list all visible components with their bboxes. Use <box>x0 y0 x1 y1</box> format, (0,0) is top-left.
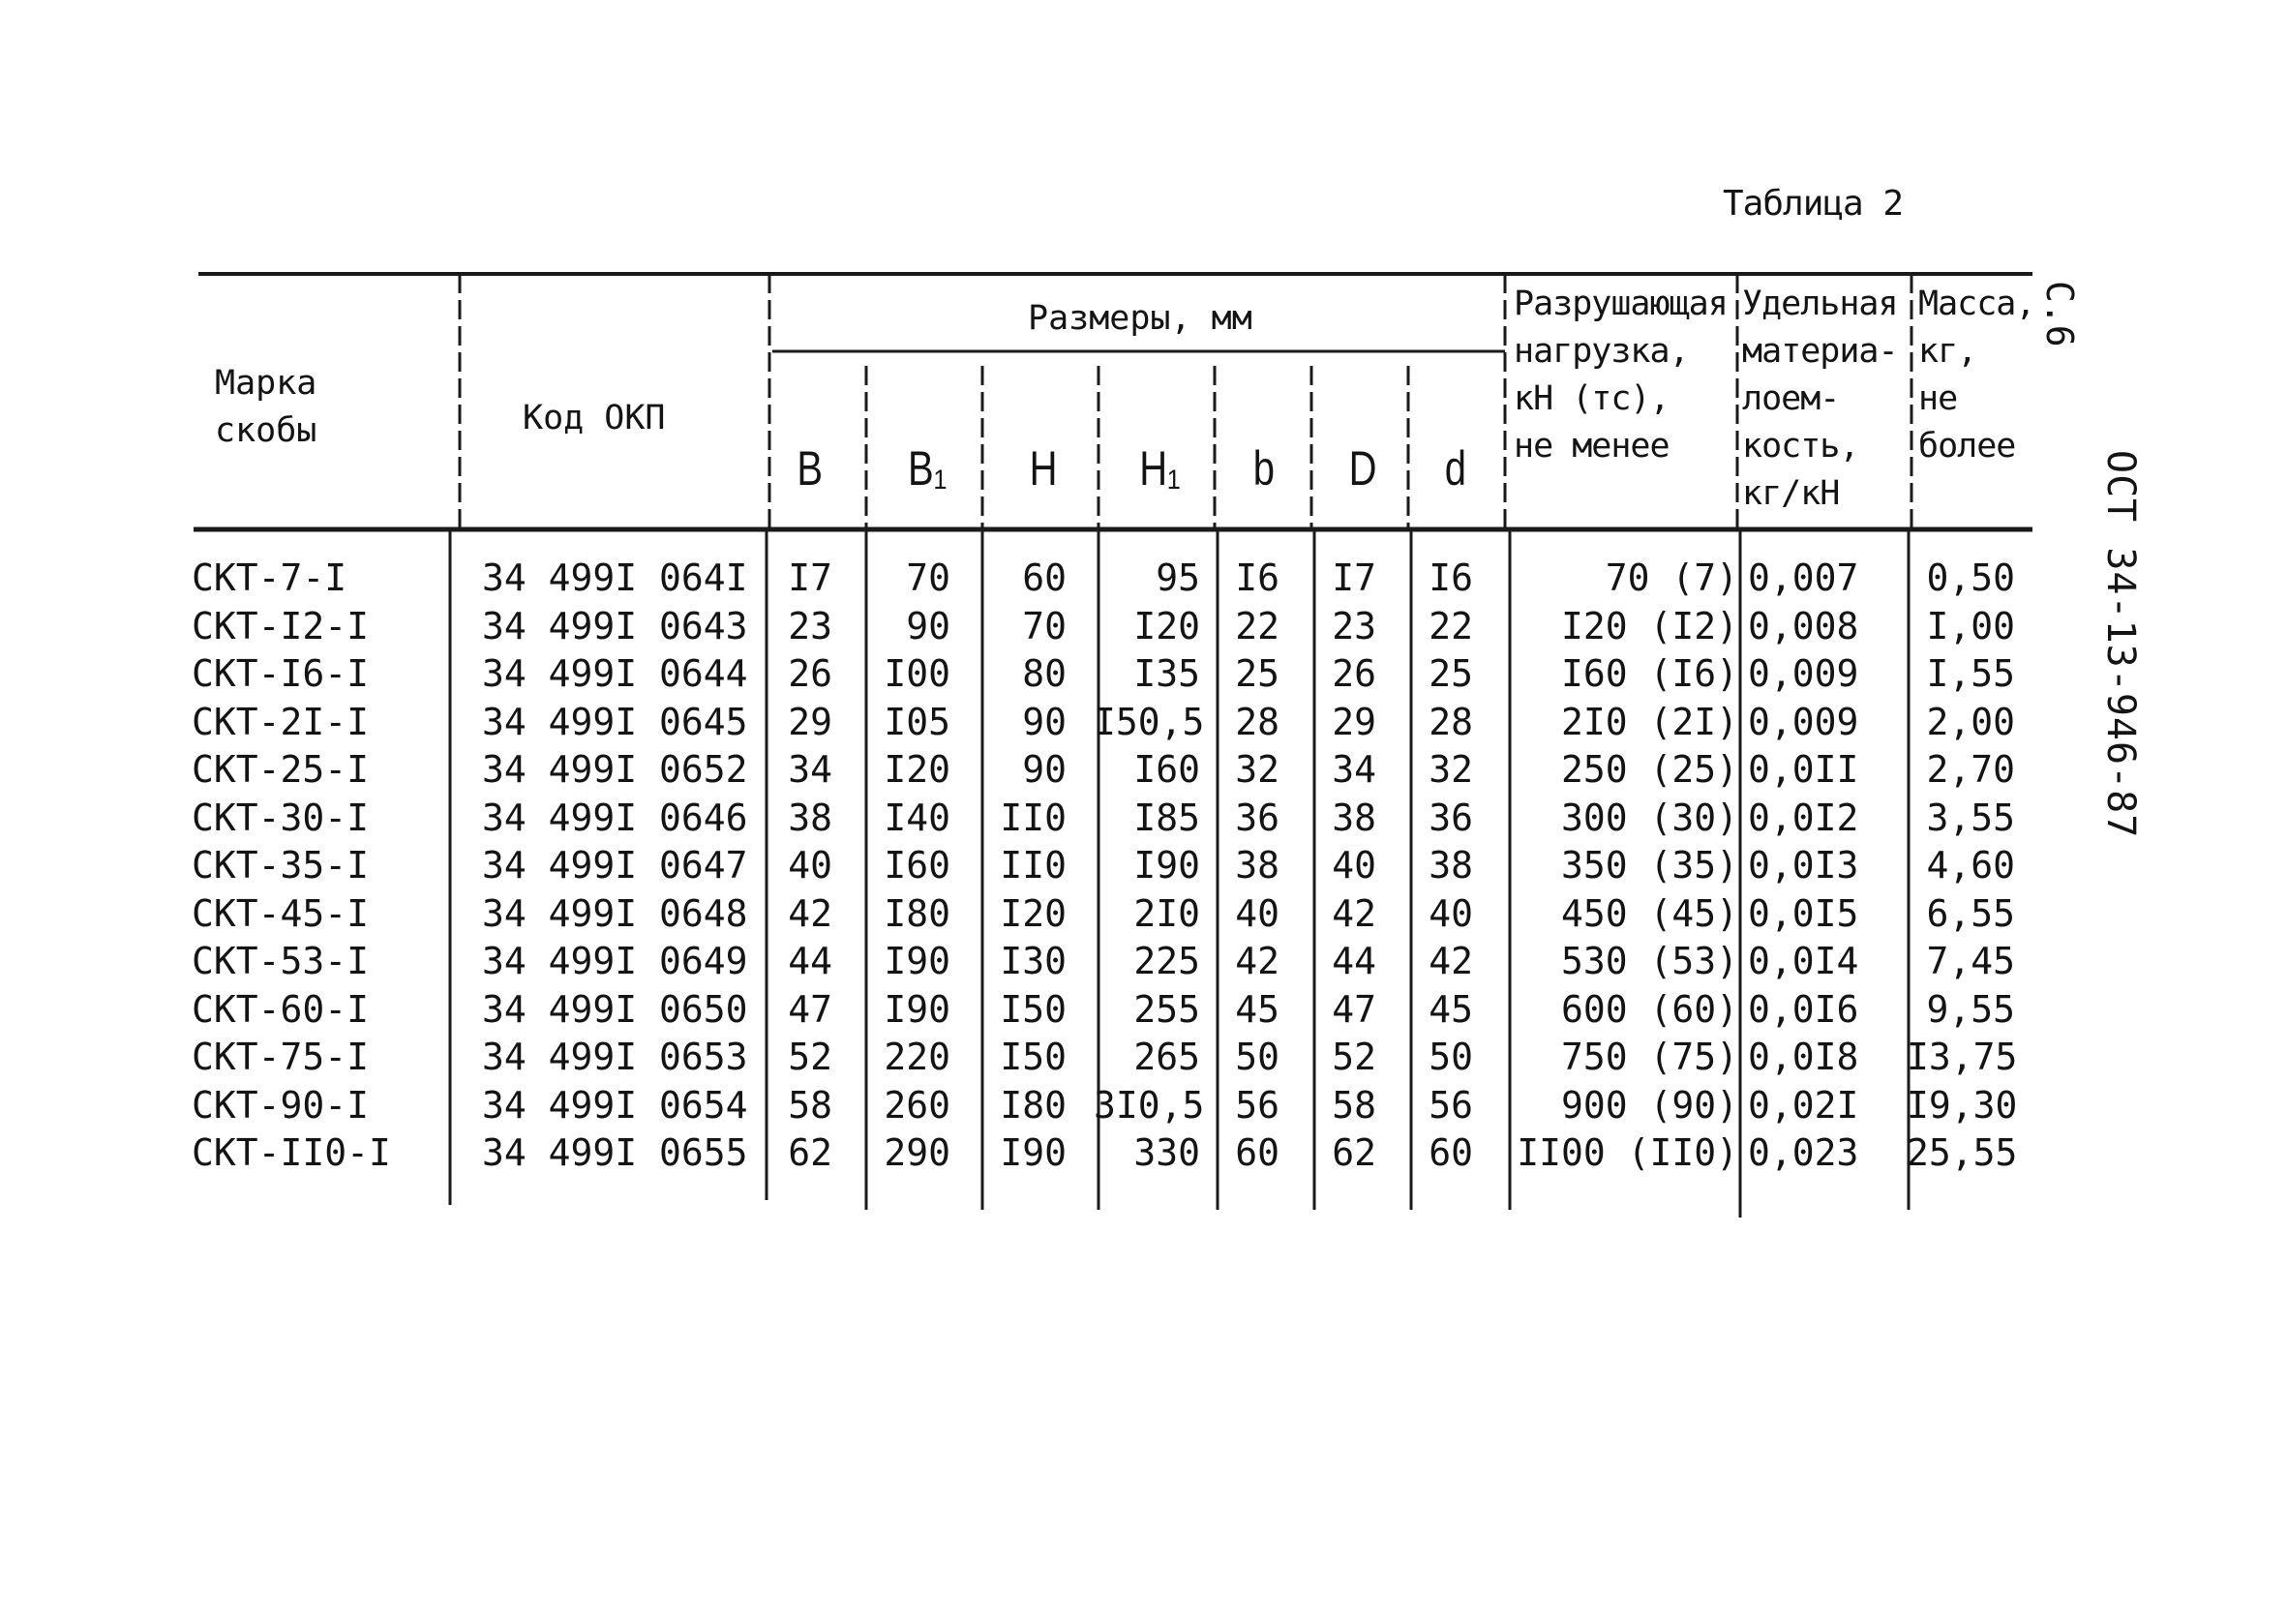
cell-breaking-load: 350 (35) <box>1560 844 1738 887</box>
cell-H: I50 <box>1000 1036 1067 1078</box>
cell-mark: СКТ-30-I <box>192 797 370 839</box>
cell-mark: СКТ-I2-I <box>192 605 370 647</box>
cell-d: 40 <box>1429 892 1473 935</box>
cell-breaking-load: II00 (II0) <box>1517 1131 1738 1174</box>
cell-specific-material: 0,0I5 <box>1748 892 1859 935</box>
cell-D: 38 <box>1332 797 1376 839</box>
cell-B1: I00 <box>884 652 950 695</box>
cell-mark: СКТ-7-I <box>192 556 347 599</box>
cell-breaking-load: 750 (75) <box>1560 1036 1738 1078</box>
cell-b: 22 <box>1235 605 1279 647</box>
header-dim-d: d <box>1444 441 1467 496</box>
cell-mark: СКТ-25-I <box>192 748 370 791</box>
header-specific-material: Удельная материа- лоем- кость, кг/кН <box>1742 285 1898 513</box>
cell-B: 26 <box>788 652 832 695</box>
header-dimensions: Размеры, мм <box>1028 299 1252 338</box>
table-caption: Таблица 2 <box>1723 184 1904 224</box>
cell-mark: СКТ-II0-I <box>192 1131 391 1174</box>
cell-B1: I40 <box>884 797 950 839</box>
cell-code: 34 499I 0653 <box>482 1036 748 1078</box>
cell-H: I30 <box>1000 940 1067 982</box>
cell-H: II0 <box>1000 844 1067 887</box>
cell-H1: I90 <box>1133 844 1200 887</box>
cell-D: 44 <box>1332 940 1376 982</box>
cell-d: I6 <box>1429 556 1473 599</box>
cell-mark: СКТ-35-I <box>192 844 370 887</box>
cell-mark: СКТ-75-I <box>192 1036 370 1078</box>
cell-mass: 2,70 <box>1926 748 2015 791</box>
cell-B1: I80 <box>884 892 950 935</box>
header-dim-B1: B₁ <box>908 441 948 496</box>
cell-B: 42 <box>788 892 832 935</box>
cell-b: 36 <box>1235 797 1279 839</box>
cell-mass: I9,30 <box>1907 1084 2018 1127</box>
cell-breaking-load: 70 (7) <box>1605 556 1738 599</box>
cell-specific-material: 0,02I <box>1748 1084 1859 1127</box>
cell-d: 56 <box>1429 1084 1473 1127</box>
cell-H: I20 <box>1000 892 1067 935</box>
cell-H: 90 <box>1022 701 1067 743</box>
cell-H: I80 <box>1000 1084 1067 1127</box>
header-code: Код ОКП <box>523 399 666 437</box>
cell-B1: I90 <box>884 988 950 1031</box>
cell-D: 62 <box>1332 1131 1376 1174</box>
cell-H1: I50,5 <box>1094 701 1205 743</box>
cell-code: 34 499I 0643 <box>482 605 748 647</box>
cell-mark: СКТ-53-I <box>192 940 370 982</box>
cell-specific-material: 0,0I6 <box>1748 988 1859 1031</box>
cell-d: 50 <box>1429 1036 1473 1078</box>
cell-specific-material: 0,0I8 <box>1748 1036 1859 1078</box>
cell-mark: СКТ-I6-I <box>192 652 370 695</box>
cell-breaking-load: 250 (25) <box>1560 748 1738 791</box>
cell-D: 47 <box>1332 988 1376 1031</box>
cell-mass: 3,55 <box>1926 797 2015 839</box>
cell-specific-material: 0,008 <box>1748 605 1859 647</box>
cell-B1: I20 <box>884 748 950 791</box>
header-mass: Масса, кг, не более <box>1918 285 2035 466</box>
cell-D: I7 <box>1332 556 1376 599</box>
cell-d: 38 <box>1429 844 1473 887</box>
cell-mass: 7,45 <box>1926 940 2015 982</box>
cell-mass: 6,55 <box>1926 892 2015 935</box>
cell-B: 62 <box>788 1131 832 1174</box>
cell-B: 52 <box>788 1036 832 1078</box>
cell-b: I6 <box>1235 556 1279 599</box>
cell-D: 34 <box>1332 748 1376 791</box>
cell-H: 90 <box>1022 748 1067 791</box>
cell-B1: I05 <box>884 701 950 743</box>
cell-d: 25 <box>1429 652 1473 695</box>
cell-H1: 95 <box>1156 556 1200 599</box>
cell-code: 34 499I 0654 <box>482 1084 748 1127</box>
cell-D: 23 <box>1332 605 1376 647</box>
cell-breaking-load: 530 (53) <box>1560 940 1738 982</box>
cell-breaking-load: I20 (I2) <box>1560 605 1738 647</box>
cell-breaking-load: 300 (30) <box>1560 797 1738 839</box>
cell-mass: 0,50 <box>1926 556 2015 599</box>
cell-breaking-load: 600 (60) <box>1560 988 1738 1031</box>
header-dim-B: B <box>797 441 824 496</box>
cell-H: I90 <box>1000 1131 1067 1174</box>
cell-H1: 2I0 <box>1133 892 1200 935</box>
cell-code: 34 499I 0646 <box>482 797 748 839</box>
cell-d: 45 <box>1429 988 1473 1031</box>
standard-designation: ОСТ 34-13-946-87 <box>2098 450 2143 839</box>
cell-mark: СКТ-2I-I <box>192 701 370 743</box>
header-dim-H1: H₁ <box>1139 441 1181 496</box>
cell-code: 34 499I 0650 <box>482 988 748 1031</box>
cell-mass: I,00 <box>1926 605 2015 647</box>
header-dim-b: b <box>1252 441 1276 496</box>
cell-H: 60 <box>1022 556 1067 599</box>
cell-code: 34 499I 0652 <box>482 748 748 791</box>
cell-H1: I60 <box>1133 748 1200 791</box>
cell-breaking-load: 2I0 (2I) <box>1560 701 1738 743</box>
cell-H1: 225 <box>1133 940 1200 982</box>
cell-b: 50 <box>1235 1036 1279 1078</box>
cell-breaking-load: 450 (45) <box>1560 892 1738 935</box>
cell-B: 40 <box>788 844 832 887</box>
header-mark: Марка скобы <box>215 364 317 450</box>
cell-H1: 330 <box>1133 1131 1200 1174</box>
cell-B: 29 <box>788 701 832 743</box>
cell-code: 34 499I 0647 <box>482 844 748 887</box>
header-dim-D: D <box>1348 441 1377 496</box>
cell-B1: I90 <box>884 940 950 982</box>
cell-b: 42 <box>1235 940 1279 982</box>
cell-mark: СКТ-90-I <box>192 1084 370 1127</box>
cell-D: 29 <box>1332 701 1376 743</box>
cell-specific-material: 0,0I3 <box>1748 844 1859 887</box>
cell-D: 52 <box>1332 1036 1376 1078</box>
cell-d: 60 <box>1429 1131 1473 1174</box>
cell-b: 40 <box>1235 892 1279 935</box>
cell-code: 34 499I 0644 <box>482 652 748 695</box>
cell-H1: 265 <box>1133 1036 1200 1078</box>
cell-mark: СКТ-45-I <box>192 892 370 935</box>
cell-d: 32 <box>1429 748 1473 791</box>
cell-B: 34 <box>788 748 832 791</box>
cell-b: 60 <box>1235 1131 1279 1174</box>
cell-specific-material: 0,023 <box>1748 1131 1859 1174</box>
cell-d: 28 <box>1429 701 1473 743</box>
cell-B: 47 <box>788 988 832 1031</box>
cell-d: 42 <box>1429 940 1473 982</box>
page-number: С.6 <box>2038 281 2081 347</box>
cell-D: 26 <box>1332 652 1376 695</box>
cell-d: 36 <box>1429 797 1473 839</box>
cell-breaking-load: 900 (90) <box>1560 1084 1738 1127</box>
cell-specific-material: 0,0I4 <box>1748 940 1859 982</box>
cell-code: 34 499I 0648 <box>482 892 748 935</box>
cell-H: 80 <box>1022 652 1067 695</box>
cell-mark: СКТ-60-I <box>192 988 370 1031</box>
cell-breaking-load: I60 (I6) <box>1560 652 1738 695</box>
cell-b: 28 <box>1235 701 1279 743</box>
cell-mass: I,55 <box>1926 652 2015 695</box>
cell-code: 34 499I 0645 <box>482 701 748 743</box>
cell-B1: 90 <box>906 605 950 647</box>
cell-mass: I3,75 <box>1907 1036 2018 1078</box>
cell-H1: 255 <box>1133 988 1200 1031</box>
cell-b: 25 <box>1235 652 1279 695</box>
cell-b: 32 <box>1235 748 1279 791</box>
cell-specific-material: 0,0I2 <box>1748 797 1859 839</box>
cell-H1: 3I0,5 <box>1094 1084 1205 1127</box>
cell-B: I7 <box>788 556 832 599</box>
cell-B1: 220 <box>884 1036 950 1078</box>
cell-d: 22 <box>1429 605 1473 647</box>
cell-B1: I60 <box>884 844 950 887</box>
cell-H: 70 <box>1022 605 1067 647</box>
cell-H1: I20 <box>1133 605 1200 647</box>
cell-specific-material: 0,007 <box>1748 556 1859 599</box>
cell-H1: I35 <box>1133 652 1200 695</box>
header-breaking-load: Разрушающая нагрузка, кН (тс), не менее <box>1514 285 1728 466</box>
cell-mass: 2,00 <box>1926 701 2015 743</box>
cell-D: 58 <box>1332 1084 1376 1127</box>
cell-H1: I85 <box>1133 797 1200 839</box>
cell-code: 34 499I 064I <box>482 556 748 599</box>
cell-B: 44 <box>788 940 832 982</box>
cell-D: 40 <box>1332 844 1376 887</box>
cell-B: 38 <box>788 797 832 839</box>
cell-specific-material: 0,009 <box>1748 701 1859 743</box>
cell-B: 23 <box>788 605 832 647</box>
cell-D: 42 <box>1332 892 1376 935</box>
cell-b: 45 <box>1235 988 1279 1031</box>
cell-code: 34 499I 0655 <box>482 1131 748 1174</box>
cell-specific-material: 0,0II <box>1748 748 1859 791</box>
cell-H: II0 <box>1000 797 1067 839</box>
cell-b: 38 <box>1235 844 1279 887</box>
cell-b: 56 <box>1235 1084 1279 1127</box>
header-dim-H: H <box>1029 441 1058 496</box>
cell-mass: 25,55 <box>1907 1131 2018 1174</box>
cell-code: 34 499I 0649 <box>482 940 748 982</box>
cell-B1: 70 <box>906 556 950 599</box>
cell-mass: 9,55 <box>1926 988 2015 1031</box>
cell-B1: 260 <box>884 1084 950 1127</box>
cell-B1: 290 <box>884 1131 950 1174</box>
cell-B: 58 <box>788 1084 832 1127</box>
cell-specific-material: 0,009 <box>1748 652 1859 695</box>
cell-H: I50 <box>1000 988 1067 1031</box>
cell-mass: 4,60 <box>1926 844 2015 887</box>
